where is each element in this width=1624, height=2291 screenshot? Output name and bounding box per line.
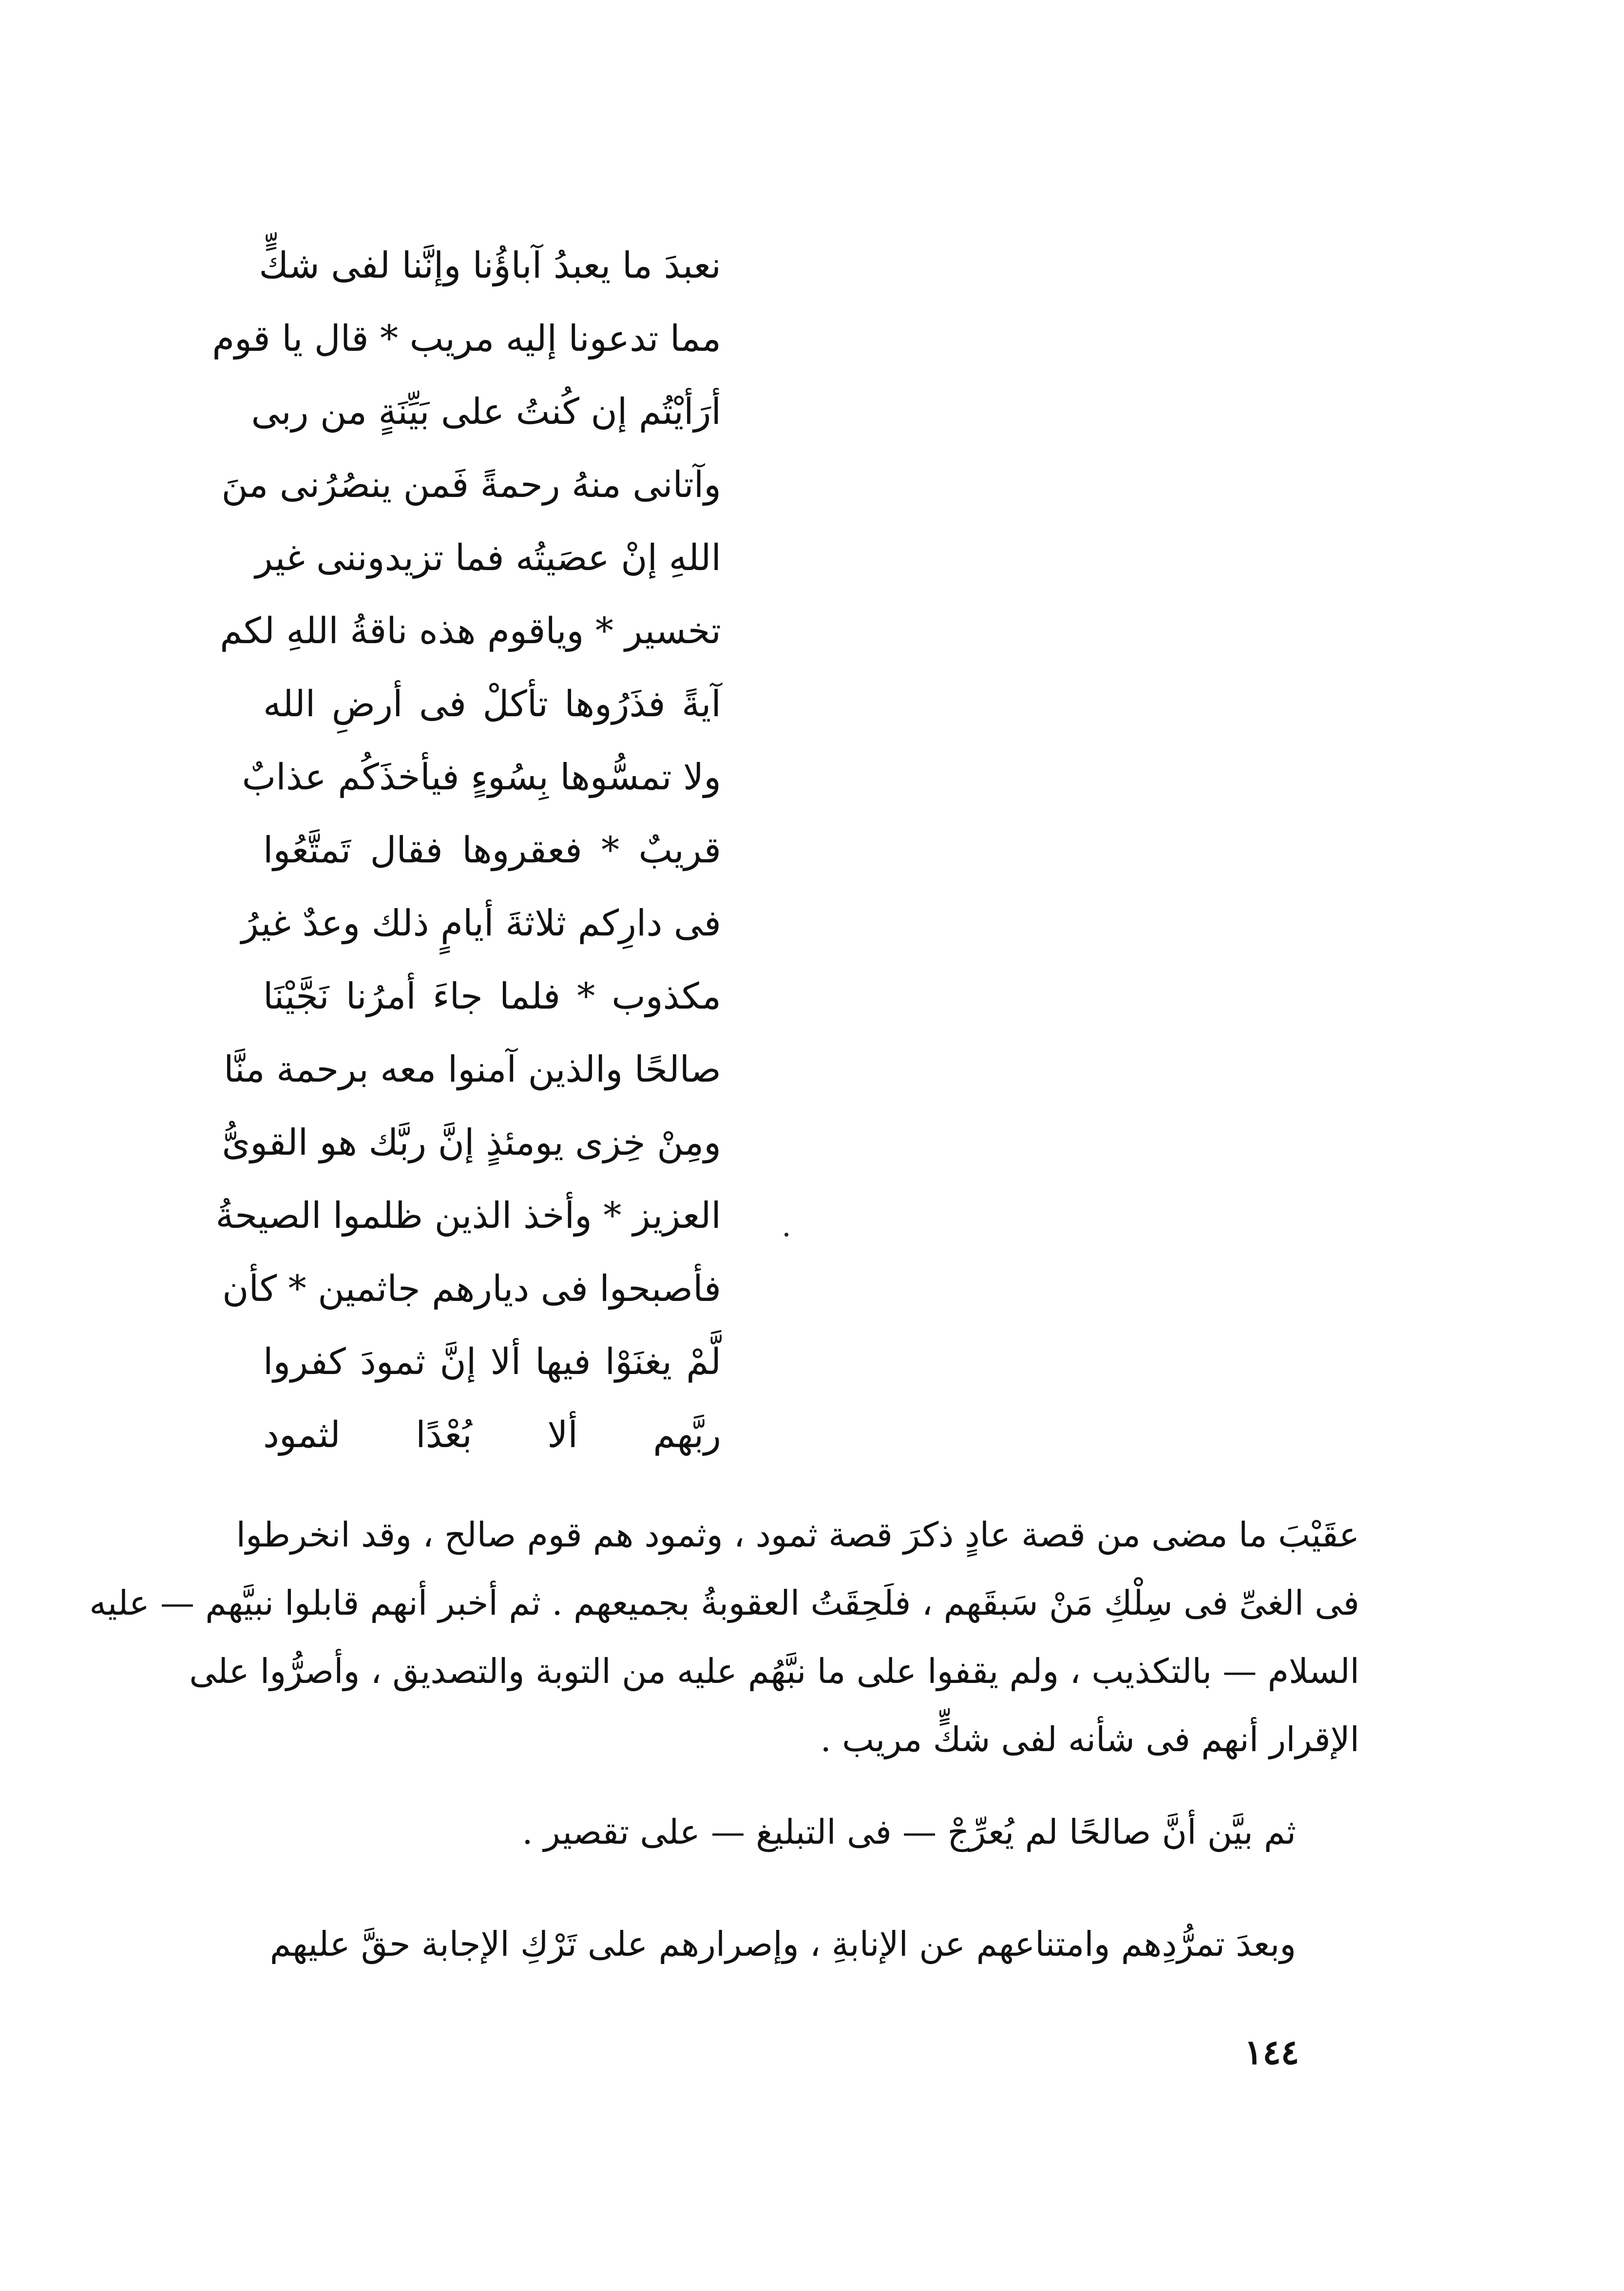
verse-line: ولا تمسُّوها بِسُوءٍ فيأخذَكُم عذابٌ bbox=[242, 756, 721, 798]
commentary-line: عقَيْبَ ما مضى من قصة عادٍ ذكرَ قصة ثمود ، وثمود هم قوم صالح ، وقد انخرطوا bbox=[236, 1515, 1359, 1555]
verse-line: وآتانى منهُ رحمةً فَمن ينصُرُنى منَ bbox=[221, 464, 721, 506]
stray-ink-dot bbox=[784, 1233, 788, 1237]
page-number: ١٤٤ bbox=[1244, 2032, 1299, 2072]
verse-line: ربَّهم ألا بُعْدًا لثمود bbox=[263, 1414, 721, 1456]
commentary-line: الإقرار أنهم فى شأنه لفى شكٍّ مريب . bbox=[820, 1719, 1359, 1759]
verse-line: اللهِ إنْ عصَيتُه فما تزيدوننى غير bbox=[255, 537, 721, 579]
verse-line: قريبٌ * فعقروها فقال تَمتَّعُوا bbox=[263, 829, 721, 871]
verse-line: مما تدعونا إليه مريب * قال يا قوم bbox=[212, 318, 721, 360]
quran-verse-block bbox=[212, 229, 721, 1471]
commentary-paragraph-2: ثم بيَّن أنَّ صالحًا لم يُعرِّجْ — فى التبليغ — على تقصير . bbox=[522, 1812, 1296, 1852]
verse-line: صالحًا والذين آمنوا معه برحمة منَّا bbox=[224, 1049, 721, 1090]
commentary-paragraph-1 bbox=[89, 1501, 1359, 1774]
verse-line: لَّمْ يغنَوْا فيها ألا إنَّ ثمودَ كفروا bbox=[263, 1341, 721, 1383]
verse-line: مكذوب * فلما جاءَ أمرُنا نَجَّيْنَا bbox=[263, 975, 721, 1017]
verse-line: أرَأيْتُم إن كُنتُ على بَيِّنَةٍ من ربى bbox=[251, 391, 721, 433]
verse-line: ومِنْ خِزى يومئذٍ إنَّ ربَّك هو القوىُّ bbox=[222, 1122, 721, 1164]
commentary-paragraph-3: وبعدَ تمرُّدِهم وامتناعهم عن الإنابةِ ، وإصرارهم على تَرْكِ الإجابة حقَّ عليهم bbox=[269, 1924, 1296, 1964]
verse-line: العزيز * وأخذ الذين ظلموا الصيحةُ bbox=[215, 1195, 721, 1237]
commentary-line: فى الغىِّ فى سِلْكِ مَنْ سَبقَهم ، فلَحِقَتُ العقوبةُ بجميعهم . ثم أخبر أنهم قابلوا نبيَّهم — عليه bbox=[89, 1583, 1359, 1623]
verse-line: تخسير * وياقوم هذه ناقةُ اللهِ لكم bbox=[220, 610, 721, 652]
verse-line: آيةً فذَرُوها تأكلْ فى أرضِ الله bbox=[263, 683, 721, 725]
verse-line: فى دارِكم ثلاثةَ أيامٍ ذلك وعدٌ غيرُ bbox=[241, 902, 721, 944]
verse-line: نعبدَ ما يعبدُ آباؤُنا وإنَّنا لفى شكٍّ bbox=[259, 245, 721, 286]
commentary-line: السلام — بالتكذيب ، ولم يقفوا على ما نبَّهُم عليه من التوبة والتصديق ، وأصرُّوا على bbox=[189, 1651, 1359, 1691]
verse-line: فأصبحوا فى ديارهم جاثمين * كأن bbox=[222, 1268, 721, 1310]
